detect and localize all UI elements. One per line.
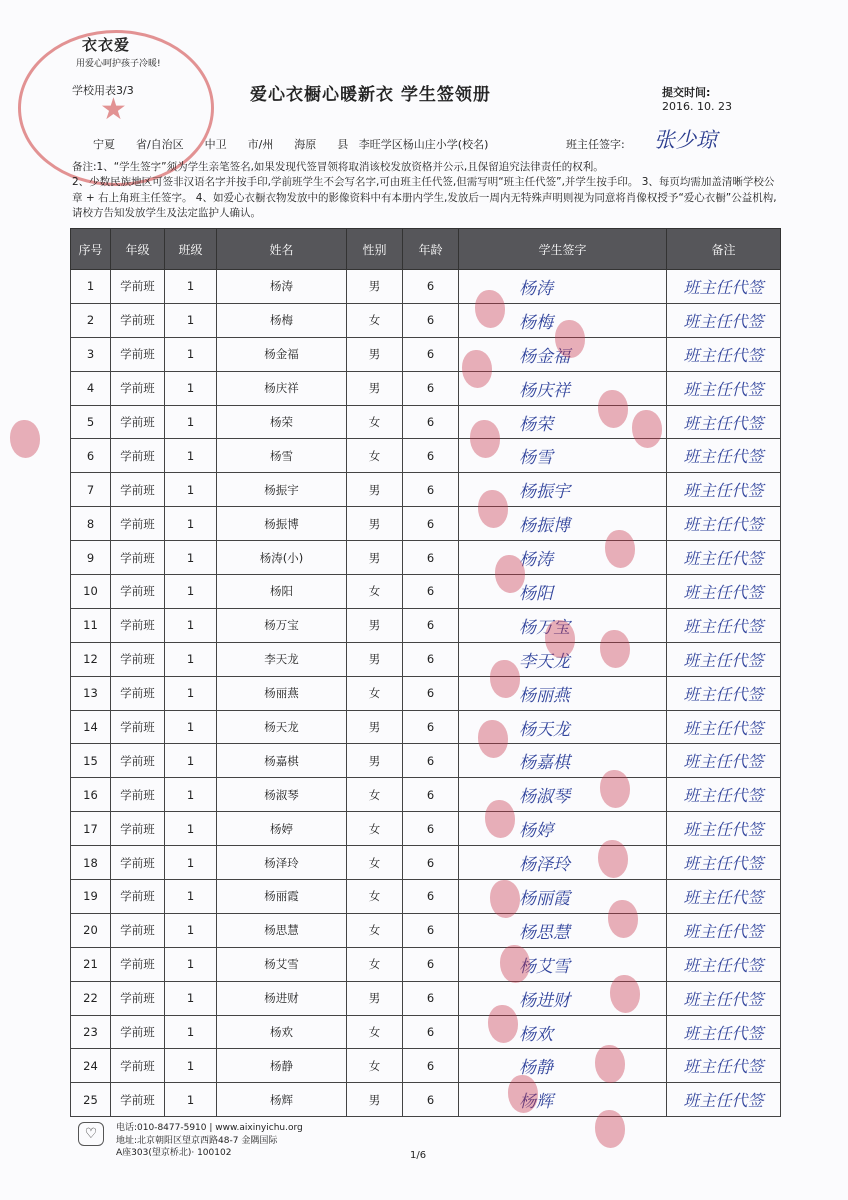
row-student-signature: 杨振宇: [459, 473, 667, 507]
table-row: [71, 608, 781, 642]
row-class: 1: [165, 981, 217, 1015]
row-gender: 女: [347, 676, 403, 710]
row-age: 6: [403, 1083, 459, 1117]
row-name: 杨艾雪: [217, 947, 347, 981]
row-student-signature: 杨雪: [459, 439, 667, 473]
row-name: 杨丽霞: [217, 880, 347, 914]
row-class: 1: [165, 1015, 217, 1049]
row-gender: 女: [347, 1015, 403, 1049]
row-index: 11: [71, 608, 111, 642]
row-class: 1: [165, 608, 217, 642]
row-gender: 女: [347, 303, 403, 337]
row-index: 25: [71, 1083, 111, 1117]
row-class: 1: [165, 405, 217, 439]
row-remark: 班主任代签: [667, 676, 781, 710]
fingerprint-mark: [490, 880, 520, 918]
row-name: 杨婷: [217, 812, 347, 846]
row-age: 6: [403, 778, 459, 812]
row-student-signature: 杨婷: [459, 812, 667, 846]
row-grade: 学前班: [111, 981, 165, 1015]
teacher-signature: 张少琼: [654, 128, 717, 152]
fingerprint-mark: [605, 530, 635, 568]
row-index: 20: [71, 913, 111, 947]
row-remark: 班主任代签: [667, 710, 781, 744]
table-row: [71, 473, 781, 507]
row-student-signature: 杨万宝: [459, 608, 667, 642]
row-index: 22: [71, 981, 111, 1015]
row-grade: 学前班: [111, 744, 165, 778]
row-student-signature: 杨丽霞: [459, 880, 667, 914]
row-remark: 班主任代签: [667, 439, 781, 473]
table-row: [71, 744, 781, 778]
col-header-age: 年龄: [403, 229, 459, 270]
row-index: 18: [71, 846, 111, 880]
row-name: 杨万宝: [217, 608, 347, 642]
table-row: [71, 676, 781, 710]
row-index: 2: [71, 303, 111, 337]
row-remark: 班主任代签: [667, 371, 781, 405]
row-gender: 女: [347, 913, 403, 947]
fingerprint-mark: [495, 555, 525, 593]
row-age: 6: [403, 913, 459, 947]
row-grade: 学前班: [111, 303, 165, 337]
row-index: 1: [71, 270, 111, 304]
row-remark: 班主任代签: [667, 947, 781, 981]
row-age: 6: [403, 812, 459, 846]
row-name: 杨进财: [217, 981, 347, 1015]
row-name: 杨静: [217, 1049, 347, 1083]
row-age: 6: [403, 575, 459, 609]
row-student-signature: 杨思慧: [459, 913, 667, 947]
row-index: 14: [71, 710, 111, 744]
row-class: 1: [165, 1049, 217, 1083]
table-header-row: [71, 229, 781, 270]
col-header-class: 班级: [165, 229, 217, 270]
row-gender: 男: [347, 371, 403, 405]
row-student-signature: 杨振博: [459, 507, 667, 541]
row-remark: 班主任代签: [667, 337, 781, 371]
row-index: 8: [71, 507, 111, 541]
row-class: 1: [165, 575, 217, 609]
row-age: 6: [403, 337, 459, 371]
row-name: 杨庆祥: [217, 371, 347, 405]
row-age: 6: [403, 981, 459, 1015]
row-grade: 学前班: [111, 270, 165, 304]
row-grade: 学前班: [111, 913, 165, 947]
seal-star-icon: ★: [100, 92, 127, 127]
row-name: 杨思慧: [217, 913, 347, 947]
row-index: 10: [71, 575, 111, 609]
row-gender: 男: [347, 710, 403, 744]
row-class: 1: [165, 473, 217, 507]
table-row: [71, 947, 781, 981]
col-header-signature: 学生签字: [459, 229, 667, 270]
col-header-name: 姓名: [217, 229, 347, 270]
brand-slogan: 用爱心呵护孩子冷暖!: [76, 59, 161, 69]
row-gender: 男: [347, 473, 403, 507]
row-gender: 女: [347, 880, 403, 914]
row-grade: 学前班: [111, 439, 165, 473]
table-row: [71, 1049, 781, 1083]
table-row: [71, 642, 781, 676]
fingerprint-mark: [485, 800, 515, 838]
form-id: 学校用表3/3: [72, 84, 134, 97]
hanger-heart-icon: ♡: [78, 1122, 104, 1146]
row-remark: 班主任代签: [667, 541, 781, 575]
row-age: 6: [403, 880, 459, 914]
fingerprint-mark: [632, 410, 662, 448]
row-student-signature: 杨进财: [459, 981, 667, 1015]
row-name: 杨振博: [217, 507, 347, 541]
row-gender: 男: [347, 642, 403, 676]
notes-block: [72, 160, 778, 222]
row-student-signature: 杨金福: [459, 337, 667, 371]
page-title: 爱心衣橱心暖新衣 学生签领册: [250, 85, 491, 105]
row-student-signature: 杨欢: [459, 1015, 667, 1049]
fingerprint-mark: [545, 620, 575, 658]
row-gender: 女: [347, 947, 403, 981]
row-remark: 班主任代签: [667, 846, 781, 880]
row-gender: 女: [347, 846, 403, 880]
row-name: 杨荣: [217, 405, 347, 439]
row-index: 7: [71, 473, 111, 507]
submit-date: 2016. 10. 23: [662, 100, 732, 113]
row-index: 15: [71, 744, 111, 778]
row-grade: 学前班: [111, 371, 165, 405]
row-student-signature: 杨辉: [459, 1083, 667, 1117]
row-class: 1: [165, 270, 217, 304]
submit-time-label: 提交时间:: [662, 86, 711, 99]
footer-address-2: A座303(望京桥北)· 100102: [116, 1148, 232, 1158]
row-grade: 学前班: [111, 812, 165, 846]
row-index: 19: [71, 880, 111, 914]
row-gender: 男: [347, 507, 403, 541]
student-sign-table: [70, 228, 781, 1117]
row-student-signature: 杨淑琴: [459, 778, 667, 812]
row-class: 1: [165, 371, 217, 405]
footer-address-1: 地址:北京朝阳区望京西路48-7 金隅国际: [116, 1135, 278, 1146]
table-row: [71, 913, 781, 947]
table-row: [71, 1083, 781, 1117]
row-name: 杨雪: [217, 439, 347, 473]
table-row: [71, 880, 781, 914]
table-row: [71, 270, 781, 304]
row-name: 杨涛(小): [217, 541, 347, 575]
page-number: 1/6: [410, 1150, 427, 1161]
row-name: 杨振宇: [217, 473, 347, 507]
fingerprint-mark: [598, 390, 628, 428]
row-class: 1: [165, 778, 217, 812]
row-index: 13: [71, 676, 111, 710]
row-student-signature: 杨庆祥: [459, 371, 667, 405]
row-grade: 学前班: [111, 846, 165, 880]
table-row: [71, 337, 781, 371]
row-age: 6: [403, 507, 459, 541]
row-class: 1: [165, 541, 217, 575]
footer-phone: 电话:010-8477-5910 | www.aixinyichu.org: [116, 1123, 303, 1133]
row-class: 1: [165, 337, 217, 371]
col-header-remarks: 备注: [667, 229, 781, 270]
row-remark: 班主任代签: [667, 642, 781, 676]
row-age: 6: [403, 303, 459, 337]
row-remark: 班主任代签: [667, 981, 781, 1015]
row-class: 1: [165, 744, 217, 778]
row-name: 杨欢: [217, 1015, 347, 1049]
row-student-signature: 李天龙: [459, 642, 667, 676]
table-row: [71, 439, 781, 473]
row-age: 6: [403, 608, 459, 642]
row-student-signature: 杨丽燕: [459, 676, 667, 710]
row-student-signature: 杨嘉棋: [459, 744, 667, 778]
row-grade: 学前班: [111, 880, 165, 914]
row-index: 24: [71, 1049, 111, 1083]
table-row: [71, 981, 781, 1015]
row-age: 6: [403, 541, 459, 575]
row-age: 6: [403, 846, 459, 880]
row-student-signature: 杨梅: [459, 303, 667, 337]
row-class: 1: [165, 710, 217, 744]
row-index: 3: [71, 337, 111, 371]
row-age: 6: [403, 744, 459, 778]
row-grade: 学前班: [111, 778, 165, 812]
table-row: [71, 710, 781, 744]
fingerprint-mark: [500, 945, 530, 983]
fingerprint-mark: [608, 900, 638, 938]
row-student-signature: 杨静: [459, 1049, 667, 1083]
fingerprint-mark: [600, 770, 630, 808]
row-gender: 男: [347, 981, 403, 1015]
row-grade: 学前班: [111, 473, 165, 507]
fingerprint-mark: [478, 720, 508, 758]
row-index: 17: [71, 812, 111, 846]
row-class: 1: [165, 1083, 217, 1117]
row-remark: 班主任代签: [667, 575, 781, 609]
col-header-grade: 年级: [111, 229, 165, 270]
row-name: 杨淑琴: [217, 778, 347, 812]
row-class: 1: [165, 913, 217, 947]
row-age: 6: [403, 642, 459, 676]
row-name: 杨天龙: [217, 710, 347, 744]
row-age: 6: [403, 710, 459, 744]
table-row: [71, 778, 781, 812]
fingerprint-mark: [478, 490, 508, 528]
row-grade: 学前班: [111, 1015, 165, 1049]
row-remark: 班主任代签: [667, 880, 781, 914]
row-index: 4: [71, 371, 111, 405]
row-gender: 男: [347, 1083, 403, 1117]
row-name: 杨涛: [217, 270, 347, 304]
fingerprint-mark: [595, 1110, 625, 1148]
row-name: 杨金福: [217, 337, 347, 371]
row-remark: 班主任代签: [667, 1083, 781, 1117]
fingerprint-mark: [598, 840, 628, 878]
row-grade: 学前班: [111, 676, 165, 710]
row-gender: 女: [347, 778, 403, 812]
row-student-signature: 杨天龙: [459, 710, 667, 744]
fingerprint-mark: [10, 420, 40, 458]
table-row: [71, 541, 781, 575]
row-grade: 学前班: [111, 947, 165, 981]
row-grade: 学前班: [111, 541, 165, 575]
row-student-signature: 杨泽玲: [459, 846, 667, 880]
row-grade: 学前班: [111, 608, 165, 642]
row-gender: 男: [347, 744, 403, 778]
table-row: [71, 575, 781, 609]
row-class: 1: [165, 880, 217, 914]
row-index: 12: [71, 642, 111, 676]
row-name: 杨阳: [217, 575, 347, 609]
row-age: 6: [403, 270, 459, 304]
row-name: 杨泽玲: [217, 846, 347, 880]
row-index: 6: [71, 439, 111, 473]
fingerprint-mark: [600, 630, 630, 668]
school-address-line: 宁夏 省/自治区 中卫 市/州 海原 县 李旺学区杨山庄小学(校名): [72, 138, 489, 151]
footer-contact: [116, 1122, 303, 1160]
row-name: 杨丽燕: [217, 676, 347, 710]
row-name: 李天龙: [217, 642, 347, 676]
table-row: [71, 1015, 781, 1049]
row-index: 5: [71, 405, 111, 439]
fingerprint-mark: [555, 320, 585, 358]
table-row: [71, 405, 781, 439]
row-remark: 班主任代签: [667, 812, 781, 846]
row-gender: 女: [347, 812, 403, 846]
row-index: 23: [71, 1015, 111, 1049]
fingerprint-mark: [490, 660, 520, 698]
row-remark: 班主任代签: [667, 778, 781, 812]
row-class: 1: [165, 642, 217, 676]
row-index: 16: [71, 778, 111, 812]
row-age: 6: [403, 473, 459, 507]
row-grade: 学前班: [111, 1049, 165, 1083]
col-header-index: 序号: [71, 229, 111, 270]
fingerprint-mark: [462, 350, 492, 388]
col-header-gender: 性别: [347, 229, 403, 270]
row-student-signature: 杨荣: [459, 405, 667, 439]
row-remark: 班主任代签: [667, 270, 781, 304]
teacher-signature-label: 班主任签字:: [566, 138, 625, 151]
row-gender: 男: [347, 270, 403, 304]
row-index: 21: [71, 947, 111, 981]
table-row: [71, 303, 781, 337]
fingerprint-mark: [508, 1075, 538, 1113]
note-2: 2、少数民族地区可签非汉语名字并按手印,学前班学生不会写名字,可由班主任代签,但需写明“班主任代签”,并学生按手印。 3、每页均需加盖清晰学校公章 + 右上角班主任签字。 4、如爱心衣橱衣物发放中的影像资料中有本册内学生,发放后一周内无特殊声明则视为同意将肖像权授予“爱心衣橱”公益机构,请校方告知发放学生及法定监护人确认。: [72, 176, 777, 220]
row-gender: 男: [347, 337, 403, 371]
row-age: 6: [403, 371, 459, 405]
row-age: 6: [403, 1015, 459, 1049]
row-gender: 女: [347, 575, 403, 609]
row-gender: 女: [347, 439, 403, 473]
row-gender: 女: [347, 405, 403, 439]
row-grade: 学前班: [111, 575, 165, 609]
row-remark: 班主任代签: [667, 1049, 781, 1083]
row-remark: 班主任代签: [667, 913, 781, 947]
row-name: 杨嘉棋: [217, 744, 347, 778]
table-row: [71, 507, 781, 541]
fingerprint-mark: [610, 975, 640, 1013]
fingerprint-mark: [475, 290, 505, 328]
row-class: 1: [165, 947, 217, 981]
row-remark: 班主任代签: [667, 303, 781, 337]
fingerprint-mark: [470, 420, 500, 458]
row-gender: 女: [347, 1049, 403, 1083]
row-name: 杨辉: [217, 1083, 347, 1117]
row-remark: 班主任代签: [667, 1015, 781, 1049]
row-class: 1: [165, 439, 217, 473]
fingerprint-mark: [488, 1005, 518, 1043]
row-age: 6: [403, 405, 459, 439]
row-age: 6: [403, 947, 459, 981]
row-grade: 学前班: [111, 507, 165, 541]
table-row: [71, 846, 781, 880]
row-class: 1: [165, 303, 217, 337]
row-grade: 学前班: [111, 405, 165, 439]
row-remark: 班主任代签: [667, 507, 781, 541]
row-remark: 班主任代签: [667, 405, 781, 439]
row-student-signature: 杨涛: [459, 270, 667, 304]
row-age: 6: [403, 676, 459, 710]
row-remark: 班主任代签: [667, 473, 781, 507]
row-grade: 学前班: [111, 710, 165, 744]
row-gender: 男: [347, 541, 403, 575]
row-age: 6: [403, 1049, 459, 1083]
fingerprint-mark: [595, 1045, 625, 1083]
row-name: 杨梅: [217, 303, 347, 337]
row-remark: 班主任代签: [667, 744, 781, 778]
row-student-signature: 杨阳: [459, 575, 667, 609]
row-index: 9: [71, 541, 111, 575]
row-remark: 班主任代签: [667, 608, 781, 642]
row-student-signature: 杨艾雪: [459, 947, 667, 981]
row-class: 1: [165, 507, 217, 541]
row-class: 1: [165, 676, 217, 710]
row-class: 1: [165, 812, 217, 846]
row-student-signature: 杨涛: [459, 541, 667, 575]
brand-logo: 衣衣爱: [82, 36, 131, 54]
row-grade: 学前班: [111, 337, 165, 371]
row-age: 6: [403, 439, 459, 473]
row-grade: 学前班: [111, 642, 165, 676]
table-row: [71, 812, 781, 846]
table-row: [71, 371, 781, 405]
row-gender: 男: [347, 608, 403, 642]
row-grade: 学前班: [111, 1083, 165, 1117]
row-class: 1: [165, 846, 217, 880]
note-1: 备注:1、“学生签字”须为学生亲笔签名,如果发现代签冒领将取消该校发放资格并公示,且保留追究法律责任的权利。: [72, 161, 604, 173]
